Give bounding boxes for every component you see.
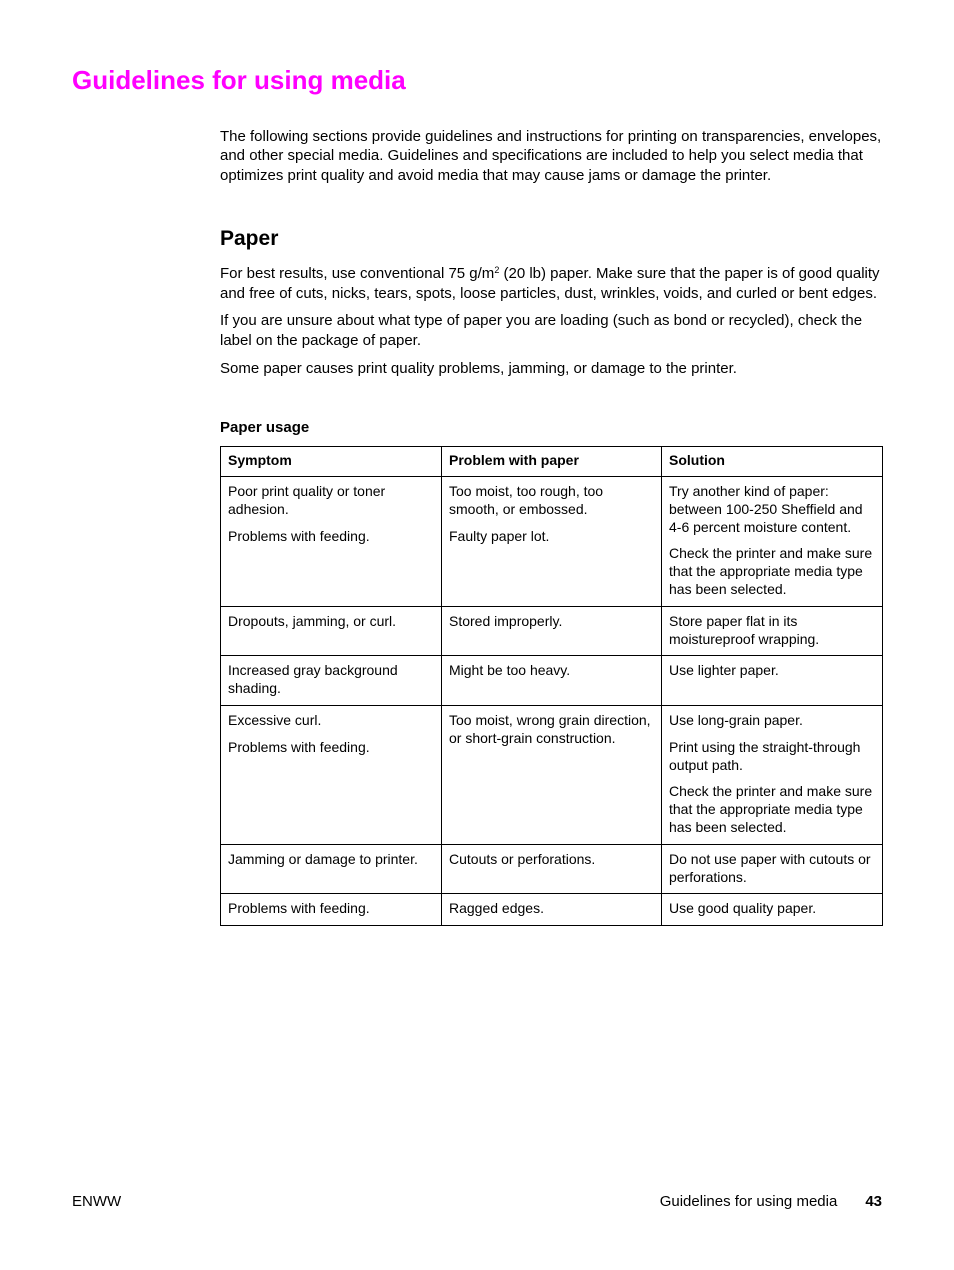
paper-paragraph-2: If you are unsure about what type of paper you are loading (such as bond or recycled), check the label on the package of paper.	[220, 312, 863, 349]
main-content	[220, 127, 882, 926]
page-title: Guidelines for using media	[72, 65, 406, 95]
footer-section-title: Guidelines for using media	[659, 1193, 838, 1210]
solution-cell	[662, 606, 883, 656]
symptom-cell	[221, 894, 442, 926]
problem-cell	[442, 705, 662, 844]
solution-cell	[662, 705, 883, 844]
cell-text: Too moist, wrong grain direction, or short-grain construction.	[449, 711, 651, 746]
solution-cell	[662, 844, 883, 894]
cell-text: Jamming or damage to printer.	[228, 850, 418, 867]
cell-text: Might be too heavy.	[449, 662, 571, 679]
table-title: Paper usage	[220, 419, 310, 437]
paper-usage-table	[220, 446, 883, 926]
symptom-cell	[221, 476, 442, 606]
symptom-cell	[221, 705, 442, 844]
symptom-cell	[221, 606, 442, 656]
cell-text: Use good quality paper.	[669, 900, 817, 917]
header-solution: Solution	[662, 447, 883, 477]
paper-paragraph-3: Some paper causes print quality problems, jamming, or damage to the printer.	[220, 359, 737, 377]
problem-cell	[442, 606, 662, 656]
problem-cell	[442, 844, 662, 894]
cell-text: Use long-grain paper.	[669, 711, 803, 728]
section-heading-paper: Paper	[220, 227, 279, 251]
cell-text: Problems with feeding.	[228, 900, 370, 917]
header-problem: Problem with paper	[442, 447, 662, 477]
symptom-cell	[221, 844, 442, 894]
cell-text: Ragged edges.	[449, 900, 544, 917]
table-row	[221, 476, 883, 606]
cell-text: Try another kind of paper: between 100-250 Sheffield and 4-6 percent moisture content.	[669, 482, 863, 535]
cell-text: Cutouts or perforations.	[449, 850, 596, 867]
table-row	[221, 606, 883, 656]
cell-text: Problems with feeding.	[228, 527, 370, 544]
solution-cell	[662, 476, 883, 606]
footer-right	[660, 1192, 882, 1211]
cell-text: Poor print quality or toner adhesion.	[228, 482, 386, 517]
cell-text: Use lighter paper.	[669, 662, 779, 679]
paper-paragraph-1	[220, 264, 882, 303]
table-row	[221, 844, 883, 894]
table-row	[221, 894, 883, 926]
superscript-2: 2	[494, 265, 500, 276]
cell-text: Too moist, too rough, too smooth, or embossed.	[449, 482, 604, 517]
solution-cell	[662, 656, 883, 706]
cell-text: Print using the straight-through output path.	[669, 738, 861, 773]
solution-cell	[662, 894, 883, 926]
footer-left: ENWW	[72, 1193, 122, 1210]
cell-text: Increased gray background shading.	[228, 662, 398, 697]
header-symptom: Symptom	[221, 447, 442, 477]
cell-text: Dropouts, jamming, or curl.	[228, 612, 397, 629]
cell-text: Problems with feeding.	[228, 738, 370, 755]
cell-text: Do not use paper with cutouts or perforations.	[669, 850, 871, 885]
page-number: 43	[865, 1193, 882, 1210]
cell-text: Faulty paper lot.	[449, 527, 550, 544]
cell-text: Check the printer and make sure that the appropriate media type has been selected.	[669, 545, 873, 597]
problem-cell	[442, 476, 662, 606]
cell-text: Stored improperly.	[449, 612, 563, 629]
intro-paragraph: The following sections provide guidelines and instructions for printing on transparencies, envelopes, and other special media. Guidelines and specifications are included to help you select media that optimizes print quality and avoid media that may cause jams or damage the printer.	[220, 128, 882, 184]
problem-cell	[442, 894, 662, 926]
symptom-cell	[221, 656, 442, 706]
paper-paragraph-1-end: (20 lb) paper. Make sure that the paper is of good quality and free of cuts, nicks, tears, spots, loose particles, dust, wrinkles, voids, and curled or bent edges.	[220, 265, 880, 302]
problem-cell	[442, 656, 662, 706]
cell-text: Excessive curl.	[228, 711, 322, 728]
cell-text: Store paper flat in its moistureproof wrapping.	[669, 612, 820, 647]
cell-text: Check the printer and make sure that the appropriate media type has been selected.	[669, 783, 873, 835]
table-header-row	[221, 447, 883, 477]
table-row	[221, 705, 883, 844]
paper-paragraph-1-start: For best results, use conventional 75 g/m	[220, 265, 495, 283]
table-row	[221, 656, 883, 706]
